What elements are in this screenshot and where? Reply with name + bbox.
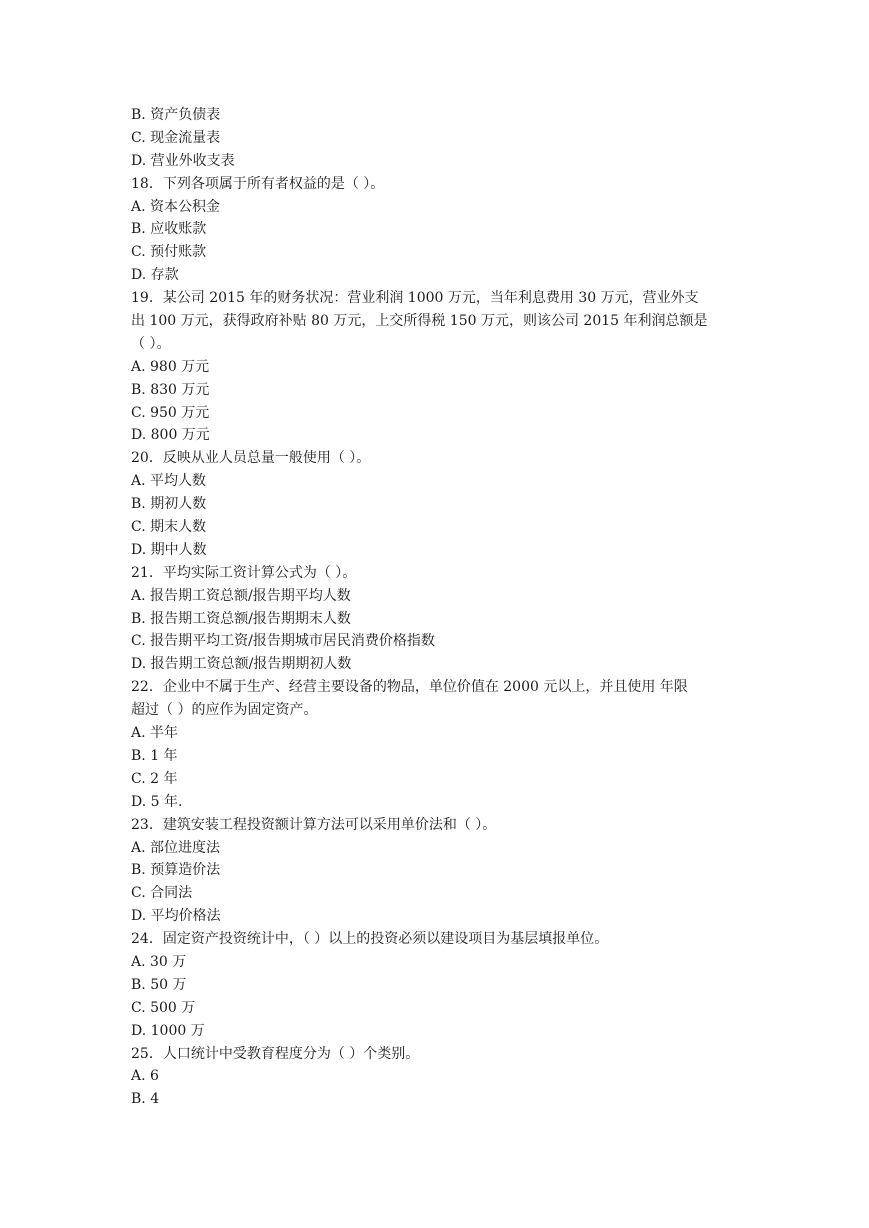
question-line: 24．固定资产投资统计中，（ ）以上的投资必须以建设项目为基层填报单位。 (131, 931, 609, 948)
option-line: A. 报告期工资总额/报告期平均人数 (131, 587, 351, 604)
option-line: B. 830 万元 (131, 381, 210, 398)
document-body (131, 104, 741, 1111)
option-line: D. 平均价格法 (131, 908, 221, 925)
option-line: A. 平均人数 (131, 473, 207, 490)
option-line: D. 1000 万 (131, 1022, 205, 1039)
option-line: D. 营业外收支表 (131, 152, 235, 169)
question-line: 20．反映从业人员总量一般使用（ ）。 (131, 450, 371, 467)
question-line: 25．人口统计中受教育程度分为（ ）个类别。 (131, 1045, 420, 1062)
question-line: 21．平均实际工资计算公式为（ ）。 (131, 564, 357, 581)
question-line: 19．某公司 2015 年的财务状况：营业利润 1000 万元，当年利息费用 30 万元，营业外支 (131, 290, 699, 307)
question-line: 23．建筑安装工程投资额计算方法可以采用单价法和（ ）。 (131, 816, 497, 833)
option-line: D. 5 年. (131, 793, 183, 810)
question-line: 22．企业中不属于生产、经营主要设备的物品，单位价值在 2000 元以上，并且使用 年限 (131, 679, 688, 696)
option-line: C. 预付账款 (131, 244, 207, 261)
option-line: C. 报告期平均工资/报告期城市居民消费价格指数 (131, 633, 435, 650)
option-line: B. 50 万 (131, 976, 187, 993)
option-line: B. 4 (131, 1091, 160, 1108)
option-line: A. 30 万 (131, 953, 187, 970)
option-line: C. 期末人数 (131, 519, 207, 536)
option-line: D. 存款 (131, 267, 179, 284)
option-line: C. 合同法 (131, 885, 193, 902)
question-line: 18．下列各项属于所有者权益的是（ ）。 (131, 175, 385, 192)
option-line: B. 期初人数 (131, 496, 207, 513)
option-line: B. 预算造价法 (131, 862, 221, 879)
option-line: D. 报告期工资总额/报告期期初人数 (131, 656, 352, 673)
option-line: C. 950 万元 (131, 404, 210, 421)
option-line: A. 半年 (131, 725, 179, 742)
option-line: B. 1 年 (131, 747, 178, 764)
option-line: C. 现金流量表 (131, 129, 221, 146)
option-line: B. 应收账款 (131, 221, 207, 238)
question-line: （ ）。 (131, 335, 171, 352)
option-line: D. 800 万元 (131, 427, 210, 444)
option-line: A. 部位进度法 (131, 839, 221, 856)
option-line: D. 期中人数 (131, 541, 207, 558)
question-line: 超过（ ）的应作为固定资产。 (131, 702, 318, 719)
option-line: C. 2 年 (131, 770, 178, 787)
option-line: A. 资本公积金 (131, 198, 221, 215)
option-line: C. 500 万 (131, 999, 196, 1016)
option-line: A. 980 万元 (131, 358, 210, 375)
question-line: 出 100 万元，获得政府补贴 80 万元，上交所得税 150 万元，则该公司 2015 年利润总额是 (131, 313, 708, 330)
option-line: A. 6 (131, 1068, 159, 1085)
option-line: B. 报告期工资总额/报告期期末人数 (131, 610, 351, 627)
option-line: B. 资产负债表 (131, 107, 221, 123)
